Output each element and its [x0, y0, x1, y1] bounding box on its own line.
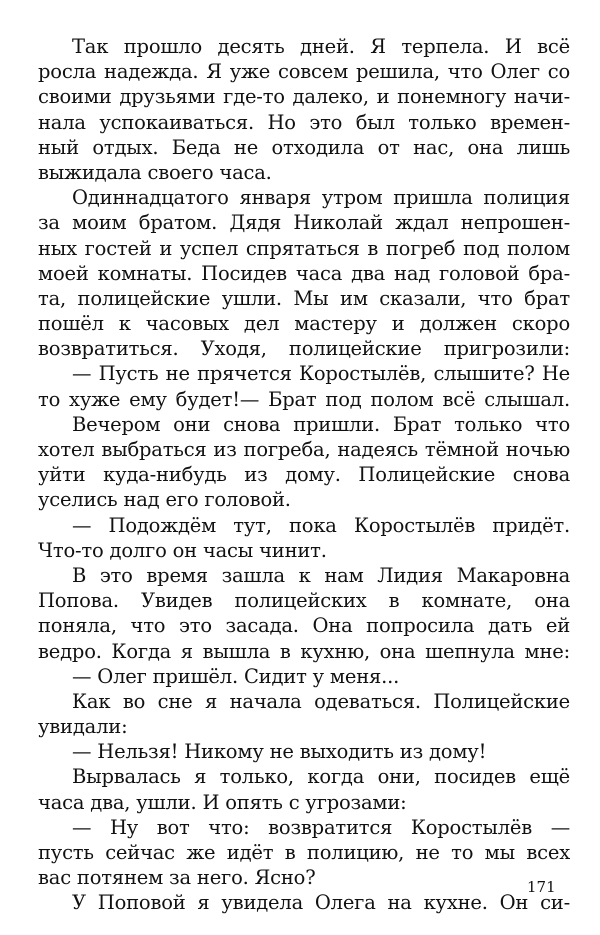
text-line: росла надежда. Я уже совсем решила, что Олег со [38, 60, 570, 84]
text-line: своими друзьями где-то далеко, и понемногу начи- [38, 85, 570, 109]
text-line: увидали: [38, 715, 128, 739]
text-line: нала успокаиваться. Но это был только времен- [38, 110, 570, 134]
text-line: возвратиться. Уходя, полицейские пригрозили: [38, 337, 570, 361]
text-line: Как во сне я начала одеваться. Полицейские [72, 689, 570, 713]
text-line: пусть сейчас же идёт в полицию, не то мы всех [38, 841, 570, 864]
text-line: пошёл к часовых дел мастеру и должен скоро [38, 312, 570, 336]
text-line: Попова. Увидев полицейских в комнате, она [38, 589, 570, 613]
text-line: ведро. Когда я вышла в кухню, она шепнула мне: [38, 639, 570, 663]
text-line: часа два, ушли. И опять с угрозами: [38, 790, 407, 814]
text-line: В это время зашла к нам Лидия Макаровна [72, 563, 570, 587]
text-line: ных гостей и успел спрятаться в погреб под полом [38, 236, 570, 260]
text-line: моей комнаты. Посидев часа два над головой бра- [38, 261, 570, 285]
book-page-text [38, 34, 570, 916]
text-line: — Олег пришёл. Сидит у меня... [72, 664, 400, 688]
text-line: — Подождём тут, пока Коростылёв придёт. [72, 513, 570, 537]
text-line: У Поповой я увидела Олега на кухне. Он си- [72, 891, 570, 915]
text-line: за моим братом. Дядя Николай ждал непрошен- [38, 211, 570, 235]
text-line: — Ну вот что: возвратится Коростылёв — [72, 815, 570, 839]
text-line: Вечером они снова пришли. Брат только что [72, 412, 570, 436]
text-line: вас потянем за него. Ясно? [38, 866, 316, 890]
text-line: уйти куда-нибудь из дому. Полицейские снова [38, 463, 570, 487]
text-line: Вырвалась я только, когда они, посидев ещё [72, 765, 570, 789]
text-line: ный отдых. Беда не отходила от нас, она лишь [38, 135, 570, 159]
text-line: Так прошло десять дней. Я терпела. И всё [72, 35, 570, 58]
text-line: хотел выбраться из погреба, надеясь тёмной ночью [38, 438, 570, 461]
text-line: уселись над его головой. [38, 488, 291, 512]
text-line: Что-то долго он часы чинит. [38, 538, 327, 562]
text-line: то хуже ему будет!— Брат под полом всё слышал. [38, 387, 570, 411]
text-line: выжидала своего часа. [38, 160, 272, 184]
text-line: та, полицейские ушли. Мы им сказали, что брат [38, 286, 570, 310]
text-line: поняла, что это засада. Она попросила дать ей [38, 614, 570, 638]
text-line: — Нельзя! Никому не выходить из дому! [72, 740, 487, 764]
text-line: Одиннадцатого января утром пришла полиция [72, 186, 570, 210]
text-line: — Пусть не прячется Коростылёв, слышите? Не [72, 362, 570, 386]
page-number: 171 [527, 878, 556, 896]
